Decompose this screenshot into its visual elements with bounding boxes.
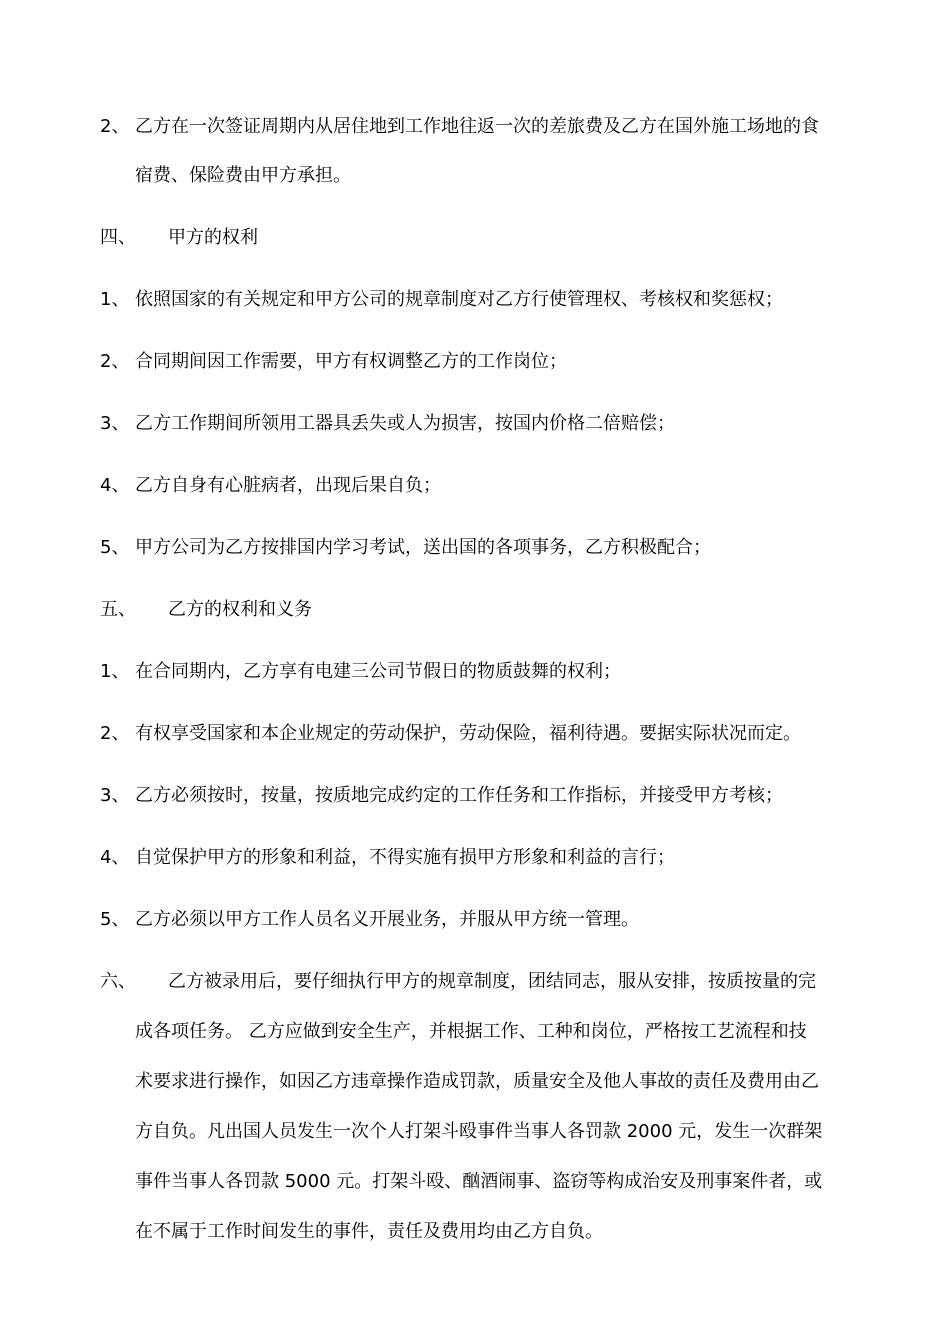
item-number: 3、 (100, 413, 130, 434)
item-number: 5、 (100, 537, 130, 558)
item-number: 2、 (100, 116, 130, 137)
item-text: 乙方必须以甲方工作人员名义开展业务，并服从甲方统一管理。 (135, 909, 639, 930)
paragraph-line: 事件当事人各罚款 5000 元。打架斗殴、酗酒闹事、盗窃等构成治安及刑事案件者，或 (135, 1171, 823, 1192)
item-number: 3、 (100, 785, 130, 806)
item-number: 1、 (100, 661, 130, 682)
item-text: 依照国家的有关规定和甲方公司的规章制度对乙方行使管理权、考核权和奖惩权； (135, 289, 783, 310)
item-text: 甲方公司为乙方按排国内学习考试，送出国的各项事务，乙方积极配合； (135, 537, 711, 558)
item-number: 5、 (100, 909, 130, 930)
item-number: 2、 (100, 351, 130, 372)
section-number: 五、 (100, 599, 136, 620)
paragraph-line: 术要求进行操作，如因乙方违章操作造成罚款，质量安全及他人事故的责任及费用由乙 (135, 1071, 819, 1092)
item-number: 1、 (100, 289, 130, 310)
item-text: 自觉保护甲方的形象和利益，不得实施有损甲方形象和利益的言行； (135, 847, 675, 868)
paragraph-line: 在不属于工作时间发生的事件，责任及费用均由乙方自负。 (135, 1221, 603, 1242)
item-text: 乙方在一次签证周期内从居住地到工作地往返一次的差旅费及乙方在国外施工场地的食 (135, 116, 819, 137)
section-number: 四、 (100, 227, 136, 248)
item-text: 乙方工作期间所领用工器具丢失或人为损害，按国内价格二倍赔偿； (135, 413, 675, 434)
item-text: 乙方必须按时，按量，按质地完成约定的工作任务和工作指标，并接受甲方考核； (135, 785, 783, 806)
section-title: 乙方的权利和义务 (168, 599, 312, 620)
item-number: 2、 (100, 723, 130, 744)
section-number: 六、 (100, 971, 136, 992)
item-number: 4、 (100, 475, 130, 496)
section-text: 乙方被录用后，要仔细执行甲方的规章制度，团结同志，服从安排，按质按量的完 (168, 971, 816, 992)
item-text: 在合同期内，乙方享有电建三公司节假日的物质鼓舞的权利； (135, 661, 621, 682)
item-text: 有权享受国家和本企业规定的劳动保护，劳动保险，福利待遇。要据实际状况而定。 (135, 723, 801, 744)
paragraph-line: 方自负。凡出国人员发生一次个人打架斗殴事件当事人各罚款 2000 元，发生一次群架 (135, 1121, 823, 1142)
item-text: 合同期间因工作需要，甲方有权调整乙方的工作岗位； (135, 351, 567, 372)
paragraph-line: 成各项任务。 乙方应做到安全生产，并根据工作、工种和岗位，严格按工艺流程和技 (135, 1021, 807, 1042)
item-number: 4、 (100, 847, 130, 868)
section-title: 甲方的权利 (168, 227, 258, 248)
item-continuation: 宿费、保险费由甲方承担。 (135, 165, 351, 186)
item-text: 乙方自身有心脏病者，出现后果自负； (135, 475, 441, 496)
